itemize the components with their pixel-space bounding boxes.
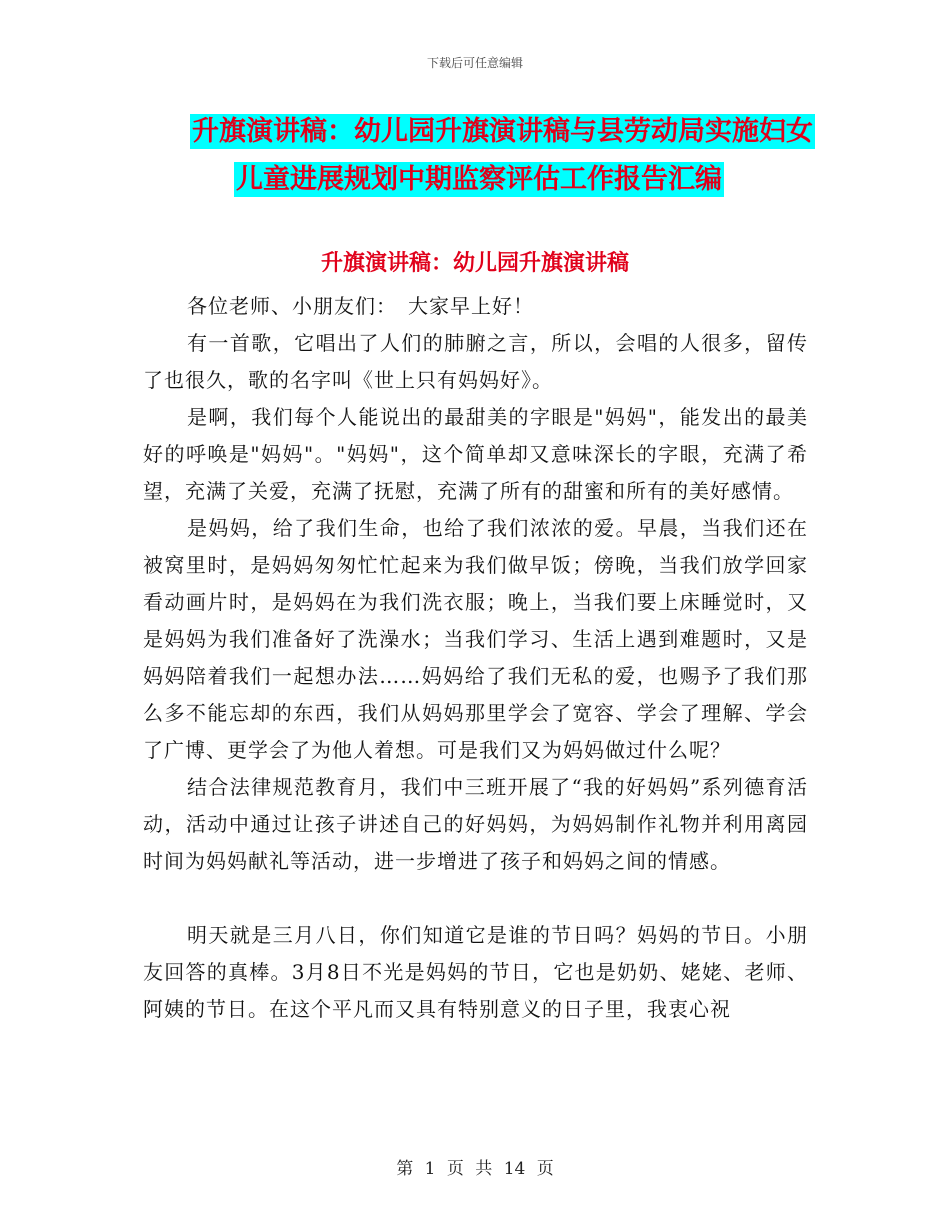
document-title-line-1: 升旗演讲稿：幼儿园升旗演讲稿与县劳动局实施妇女 [192, 116, 813, 147]
paragraph: 结合法律规范教育月，我们中三班开展了“我的好妈妈”系列德育活动，活动中通过让孩子讲述自己的好妈妈，为妈妈制作礼物并利用离园时间为妈妈献礼等活动，进一步增进了孩子和妈妈之间的情感。 [143, 775, 808, 873]
body-text [143, 288, 808, 1028]
paragraph: 有一首歌，它唱出了人们的肺腑之言，所以，会唱的人很多，留传了也很久，歌的名字叫《世上只有妈妈好》。 [143, 331, 808, 392]
paragraph: 是啊，我们每个人能说出的最甜美的字眼是"妈妈"，能发出的最美好的呼唤是"妈妈"。"妈妈"，这个简单却又意味深长的字眼，充满了希望，充满了关爱，充满了抚慰，充满了所有的甜蜜和所有的美好感情。 [143, 405, 808, 503]
page-header-note: 下载后可任意编辑 [426, 56, 523, 70]
paragraph: 明天就是三月八日，你们知道它是谁的节日吗？妈妈的节日。小朋友回答的真棒。3月8日不光是妈妈的节日，它也是奶奶、姥姥、老师、阿姨的节日。在这个平凡而又具有特别意义的日子里，我衷心祝 [143, 923, 808, 1021]
document-title [190, 108, 830, 204]
paragraph-greeting: 各位老师、小朋友们： 大家早上好！ [187, 294, 534, 318]
document-title-line-2: 儿童进展规划中期监察评估工作报告汇编 [236, 164, 722, 195]
paragraph: 是妈妈，给了我们生命，也给了我们浓浓的爱。早晨，当我们还在被窝里时，是妈妈匆匆忙忙起来为我们做早饭；傍晚，当我们放学回家看动画片时，是妈妈在为我们洗衣服；晚上，当我们要上床睡觉时，又是妈妈为我们准备好了洗澡水；当我们学习、生活上遇到难题时，又是妈妈陪着我们一起想办法……妈妈给了我们无私的爱，也赐予了我们那么多不能忘却的东西，我们从妈妈那里学会了宽容、学会了理解、学会了广博、更学会了为他人着想。可是我们又为妈妈做过什么呢？ [143, 516, 808, 762]
section-heading: 升旗演讲稿：幼儿园升旗演讲稿 [320, 251, 629, 276]
page-number-footer: 第 1 页 共 14 页 [396, 1159, 554, 1179]
